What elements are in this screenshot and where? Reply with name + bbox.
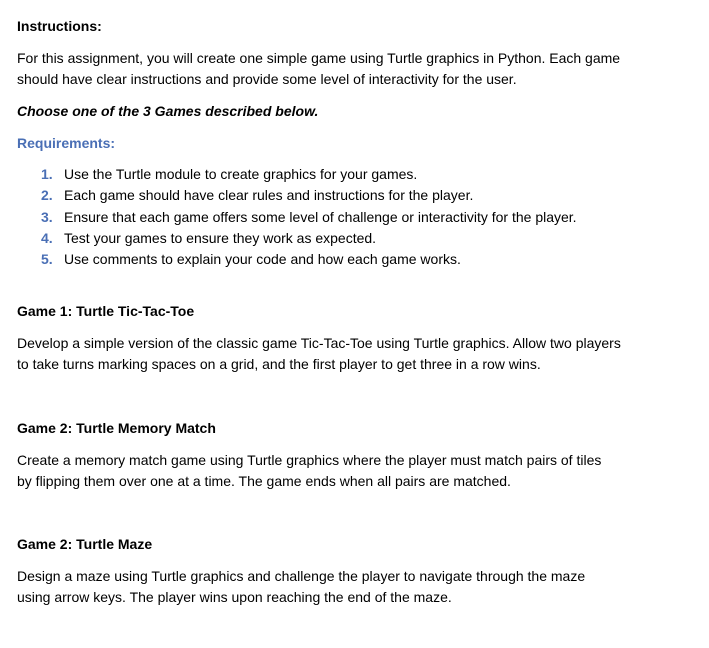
- requirements-heading: Requirements:: [17, 135, 116, 151]
- game-title: Game 2: Turtle Memory Match: [17, 420, 216, 436]
- intro-line: should have clear instructions and provide some level of interactivity for the user.: [17, 71, 517, 87]
- list-item-text: Use the Turtle module to create graphics for your games.: [64, 166, 418, 182]
- requirements-list: [41, 164, 577, 270]
- instructions-heading: Instructions:: [17, 18, 102, 34]
- list-item: [41, 228, 577, 249]
- game-description: [17, 333, 677, 375]
- game-description-line: by flipping them over one at a time. The game ends when all pairs are matched.: [17, 473, 511, 489]
- list-item: [41, 185, 577, 206]
- intro-line: For this assignment, you will create one simple game using Turtle graphics in Python. Each game: [17, 50, 621, 66]
- game-description-line: using arrow keys. The player wins upon reaching the end of the maze.: [17, 589, 452, 605]
- list-number: 2.: [41, 187, 53, 204]
- choose-instruction: Choose one of the 3 Games described below.: [17, 103, 319, 119]
- game-description-line: to take turns marking spaces on a grid, and the first player to get three in a row wins.: [17, 356, 541, 372]
- list-item-text: Test your games to ensure they work as expected.: [64, 229, 377, 246]
- game-description-line: Develop a simple version of the classic game Tic-Tac-Toe using Turtle graphics. Allow two players: [17, 335, 621, 351]
- list-item: [41, 249, 577, 270]
- game-description: [17, 566, 677, 608]
- game-description-line: Create a memory match game using Turtle graphics where the player must match pairs of tiles: [17, 452, 602, 468]
- game-title: Game 2: Turtle Maze: [17, 536, 153, 552]
- list-item-text: Each game should have clear rules and instructions for the player.: [64, 187, 474, 204]
- list-number: 1.: [41, 166, 53, 182]
- list-item: [41, 164, 577, 185]
- game-description: [17, 450, 677, 492]
- list-item-text: Use comments to explain your code and how each game works.: [64, 251, 461, 268]
- list-number: 3.: [41, 208, 53, 225]
- list-item-text: Ensure that each game offers some level of challenge or interactivity for the player.: [64, 208, 577, 225]
- list-number: 5.: [41, 251, 53, 268]
- list-item: [41, 207, 577, 228]
- intro-paragraph: [17, 48, 677, 90]
- game-title: Game 1: Turtle Tic-Tac-Toe: [17, 303, 195, 319]
- game-description-line: Design a maze using Turtle graphics and challenge the player to navigate through the maze: [17, 568, 586, 584]
- list-number: 4.: [41, 229, 53, 246]
